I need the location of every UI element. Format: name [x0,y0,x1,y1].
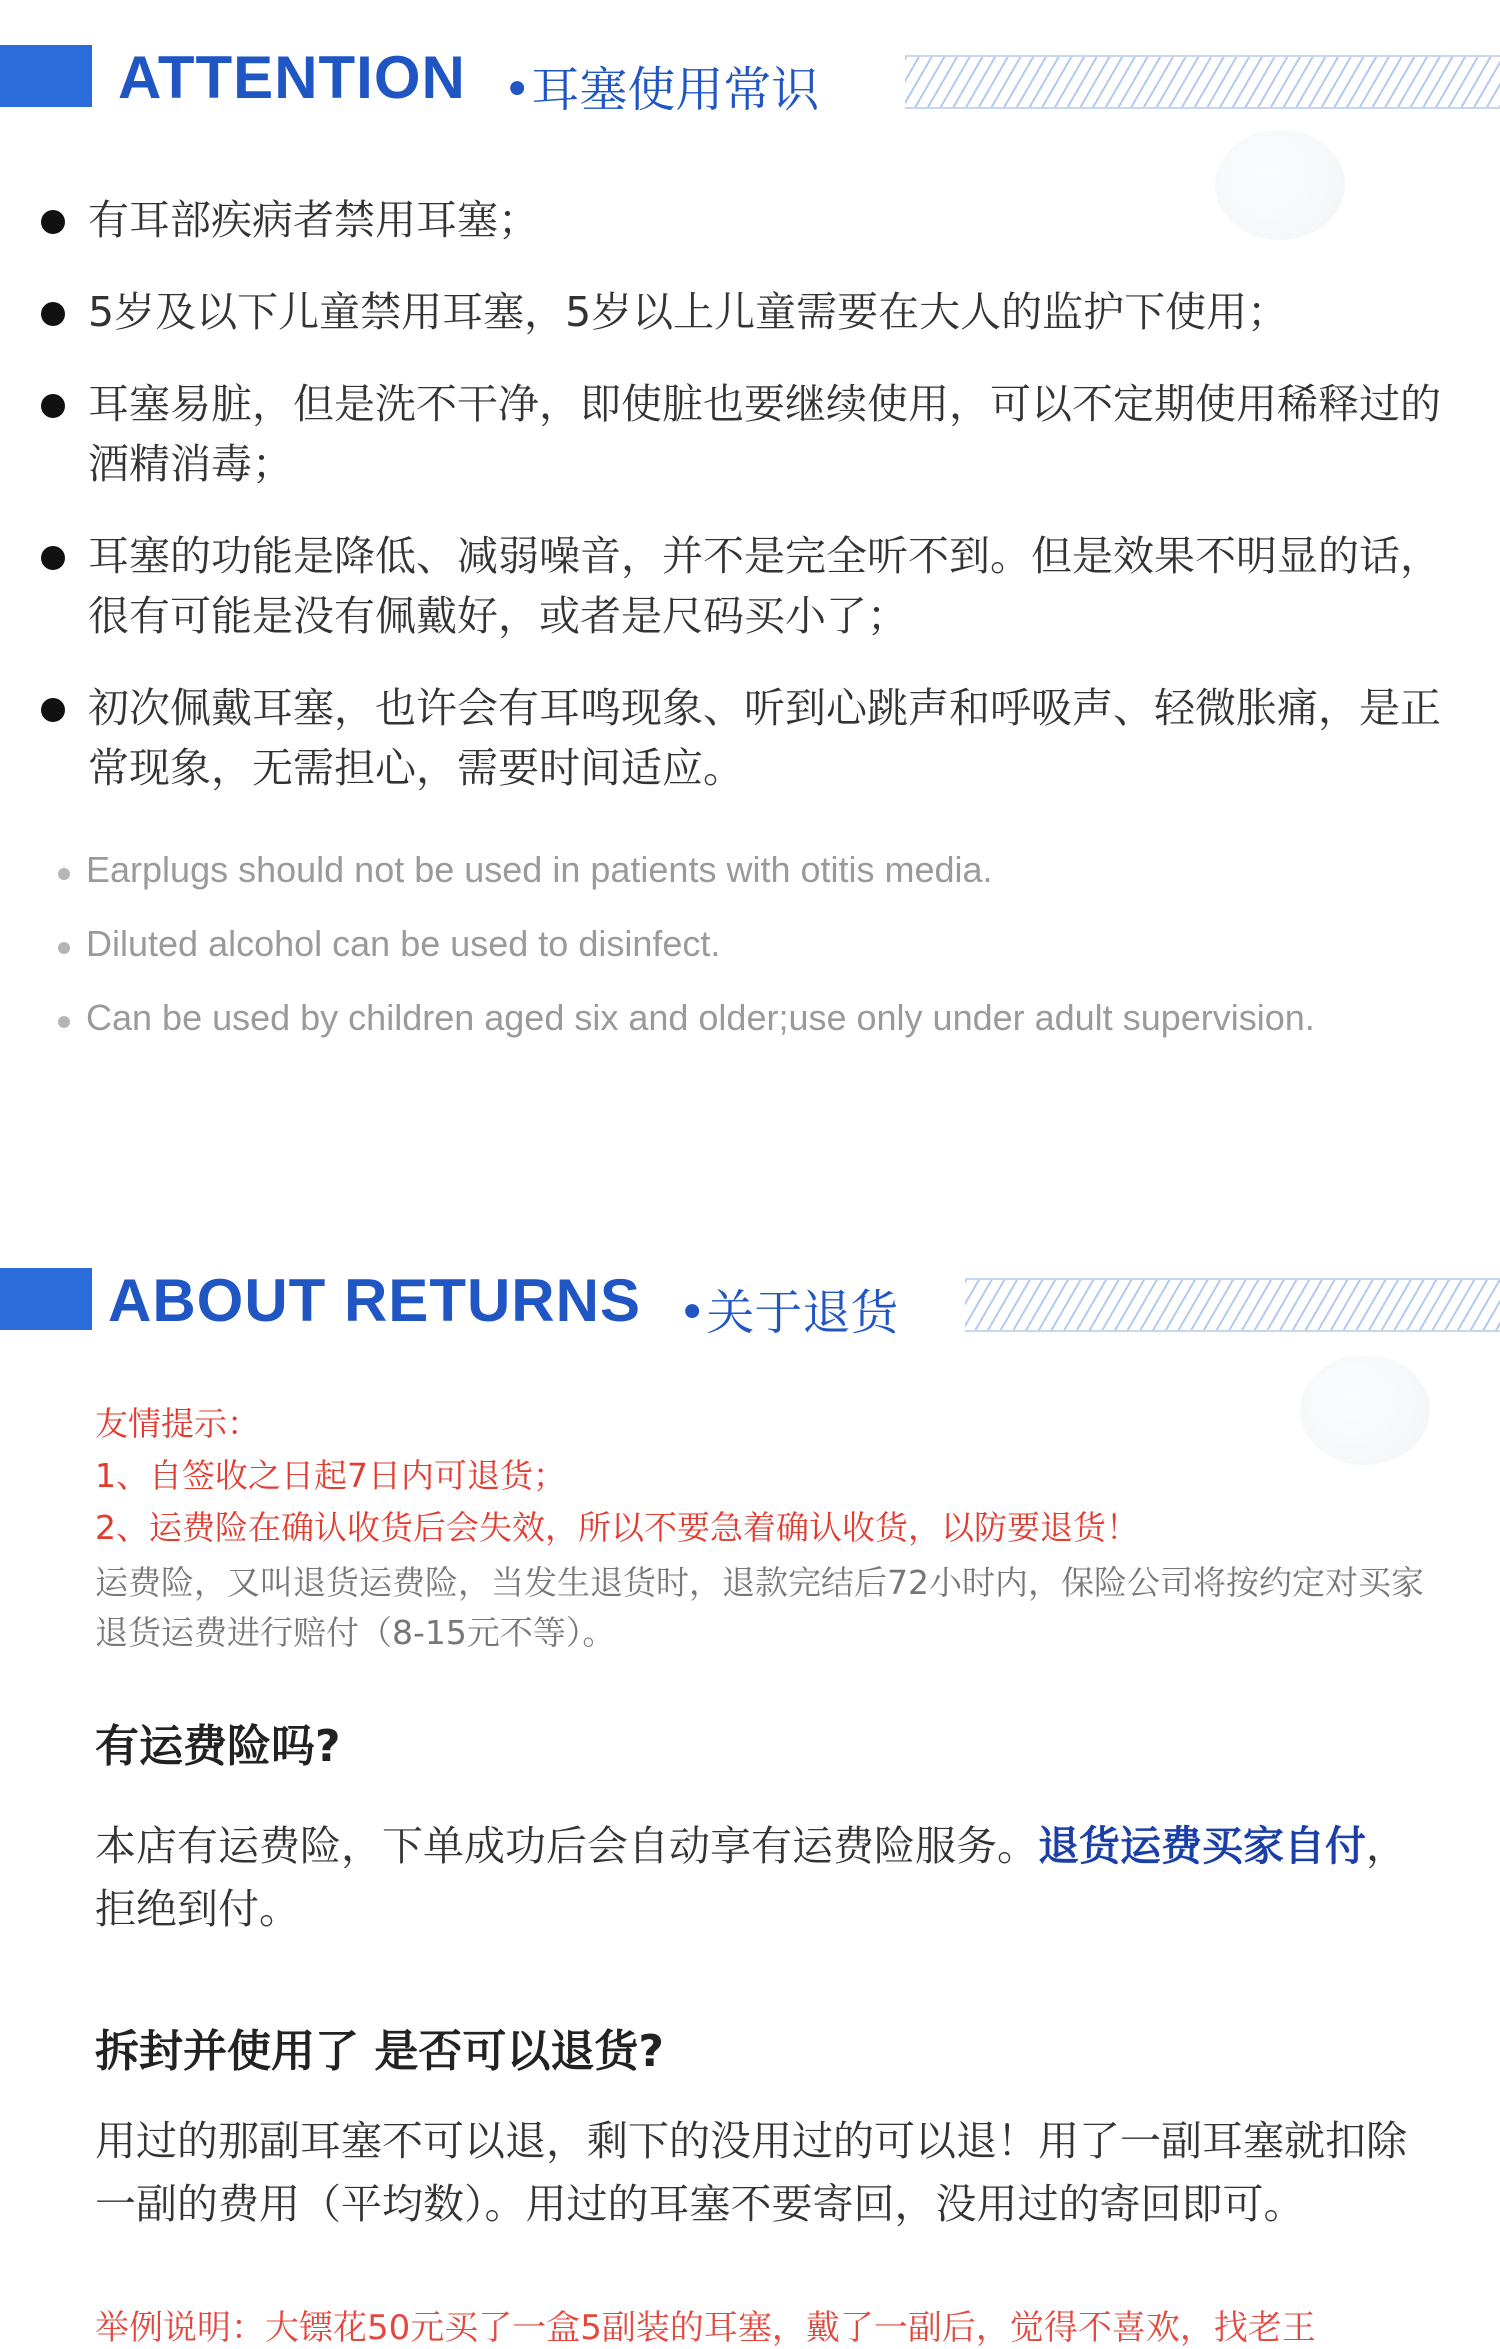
header-hatch-decoration [905,55,1500,109]
notice-line: 1、自签收之日起7日内可退货； [95,1456,566,1495]
notice-line: 2、运费险在确认收货后会失效，所以不要急着确认收货，以防要退货！ [95,1508,1139,1547]
header-blue-block [0,45,92,107]
answer-highlight: 退货运费买家自付 [1038,1822,1366,1870]
attention-en-list [52,842,1432,1064]
attention-en-item: Earplugs should not be used in patients with otitis media. [52,842,1432,898]
notice-info: 运费险，又叫退货运费险，当发生退货时，退款完结后72小时内，保险公司将按约定对买家退货运费进行赔付（8-15元不等）。 [95,1563,1424,1652]
attention-zh-list [38,190,1458,830]
example-text: 举例说明：大镖花50元买了一盒5副装的耳塞，戴了一副后，觉得不喜欢，找老王 [95,2308,1316,2348]
attention-item: 有耳部疾病者禁用耳塞； [38,190,1458,250]
attention-item: 初次佩戴耳塞，也许会有耳鸣现象、听到心跳声和呼吸声、轻微胀痛，是正常现象，无需担心，需要时间适应。 [38,678,1458,798]
returns-title: ABOUT RETURNS [108,1267,641,1334]
attention-en-item: Can be used by children aged six and older;use only under adult supervision. [52,990,1406,1046]
notice-line: 友情提示： [95,1404,260,1443]
question-answer [95,1815,1425,1941]
returns-header [0,1267,1500,1341]
question-title: 有运费险吗? [95,1721,341,1772]
returns-notice [95,1398,1425,1658]
header-hatch-decoration [965,1278,1500,1332]
attention-item: 耳塞的功能是降低、减弱噪音，并不是完全听不到。但是效果不明显的话，很有可能是没有佩戴好，或者是尺码买小了； [38,526,1458,646]
question-title: 拆封并使用了 是否可以退货? [95,2026,664,2077]
attention-item: 耳塞易脏，但是洗不干净，即使脏也要继续使用，可以不定期使用稀释过的酒精消毒； [38,374,1458,494]
attention-header [0,44,1500,118]
answer-text: 本店有运费险，下单成功后会自动享有运费险服务。 [95,1822,1038,1870]
attention-subtitle: •耳塞使用常识 [503,62,820,118]
returns-subtitle: •关于退货 [678,1285,899,1341]
attention-title: ATTENTION [118,44,466,111]
attention-en-item: Diluted alcohol can be used to disinfect. [52,916,1432,972]
question-answer: 用过的那副耳塞不可以退，剩下的没用过的可以退！用了一副耳塞就扣除一副的费用（平均数）。用过的耳塞不要寄回，没用过的寄回即可。 [95,2117,1407,2228]
answer-text: ，拒绝到付。 [95,1822,1407,1933]
header-blue-block [0,1268,92,1330]
attention-item: 5岁及以下儿童禁用耳塞，5岁以上儿童需要在大人的监护下使用； [38,282,1458,342]
